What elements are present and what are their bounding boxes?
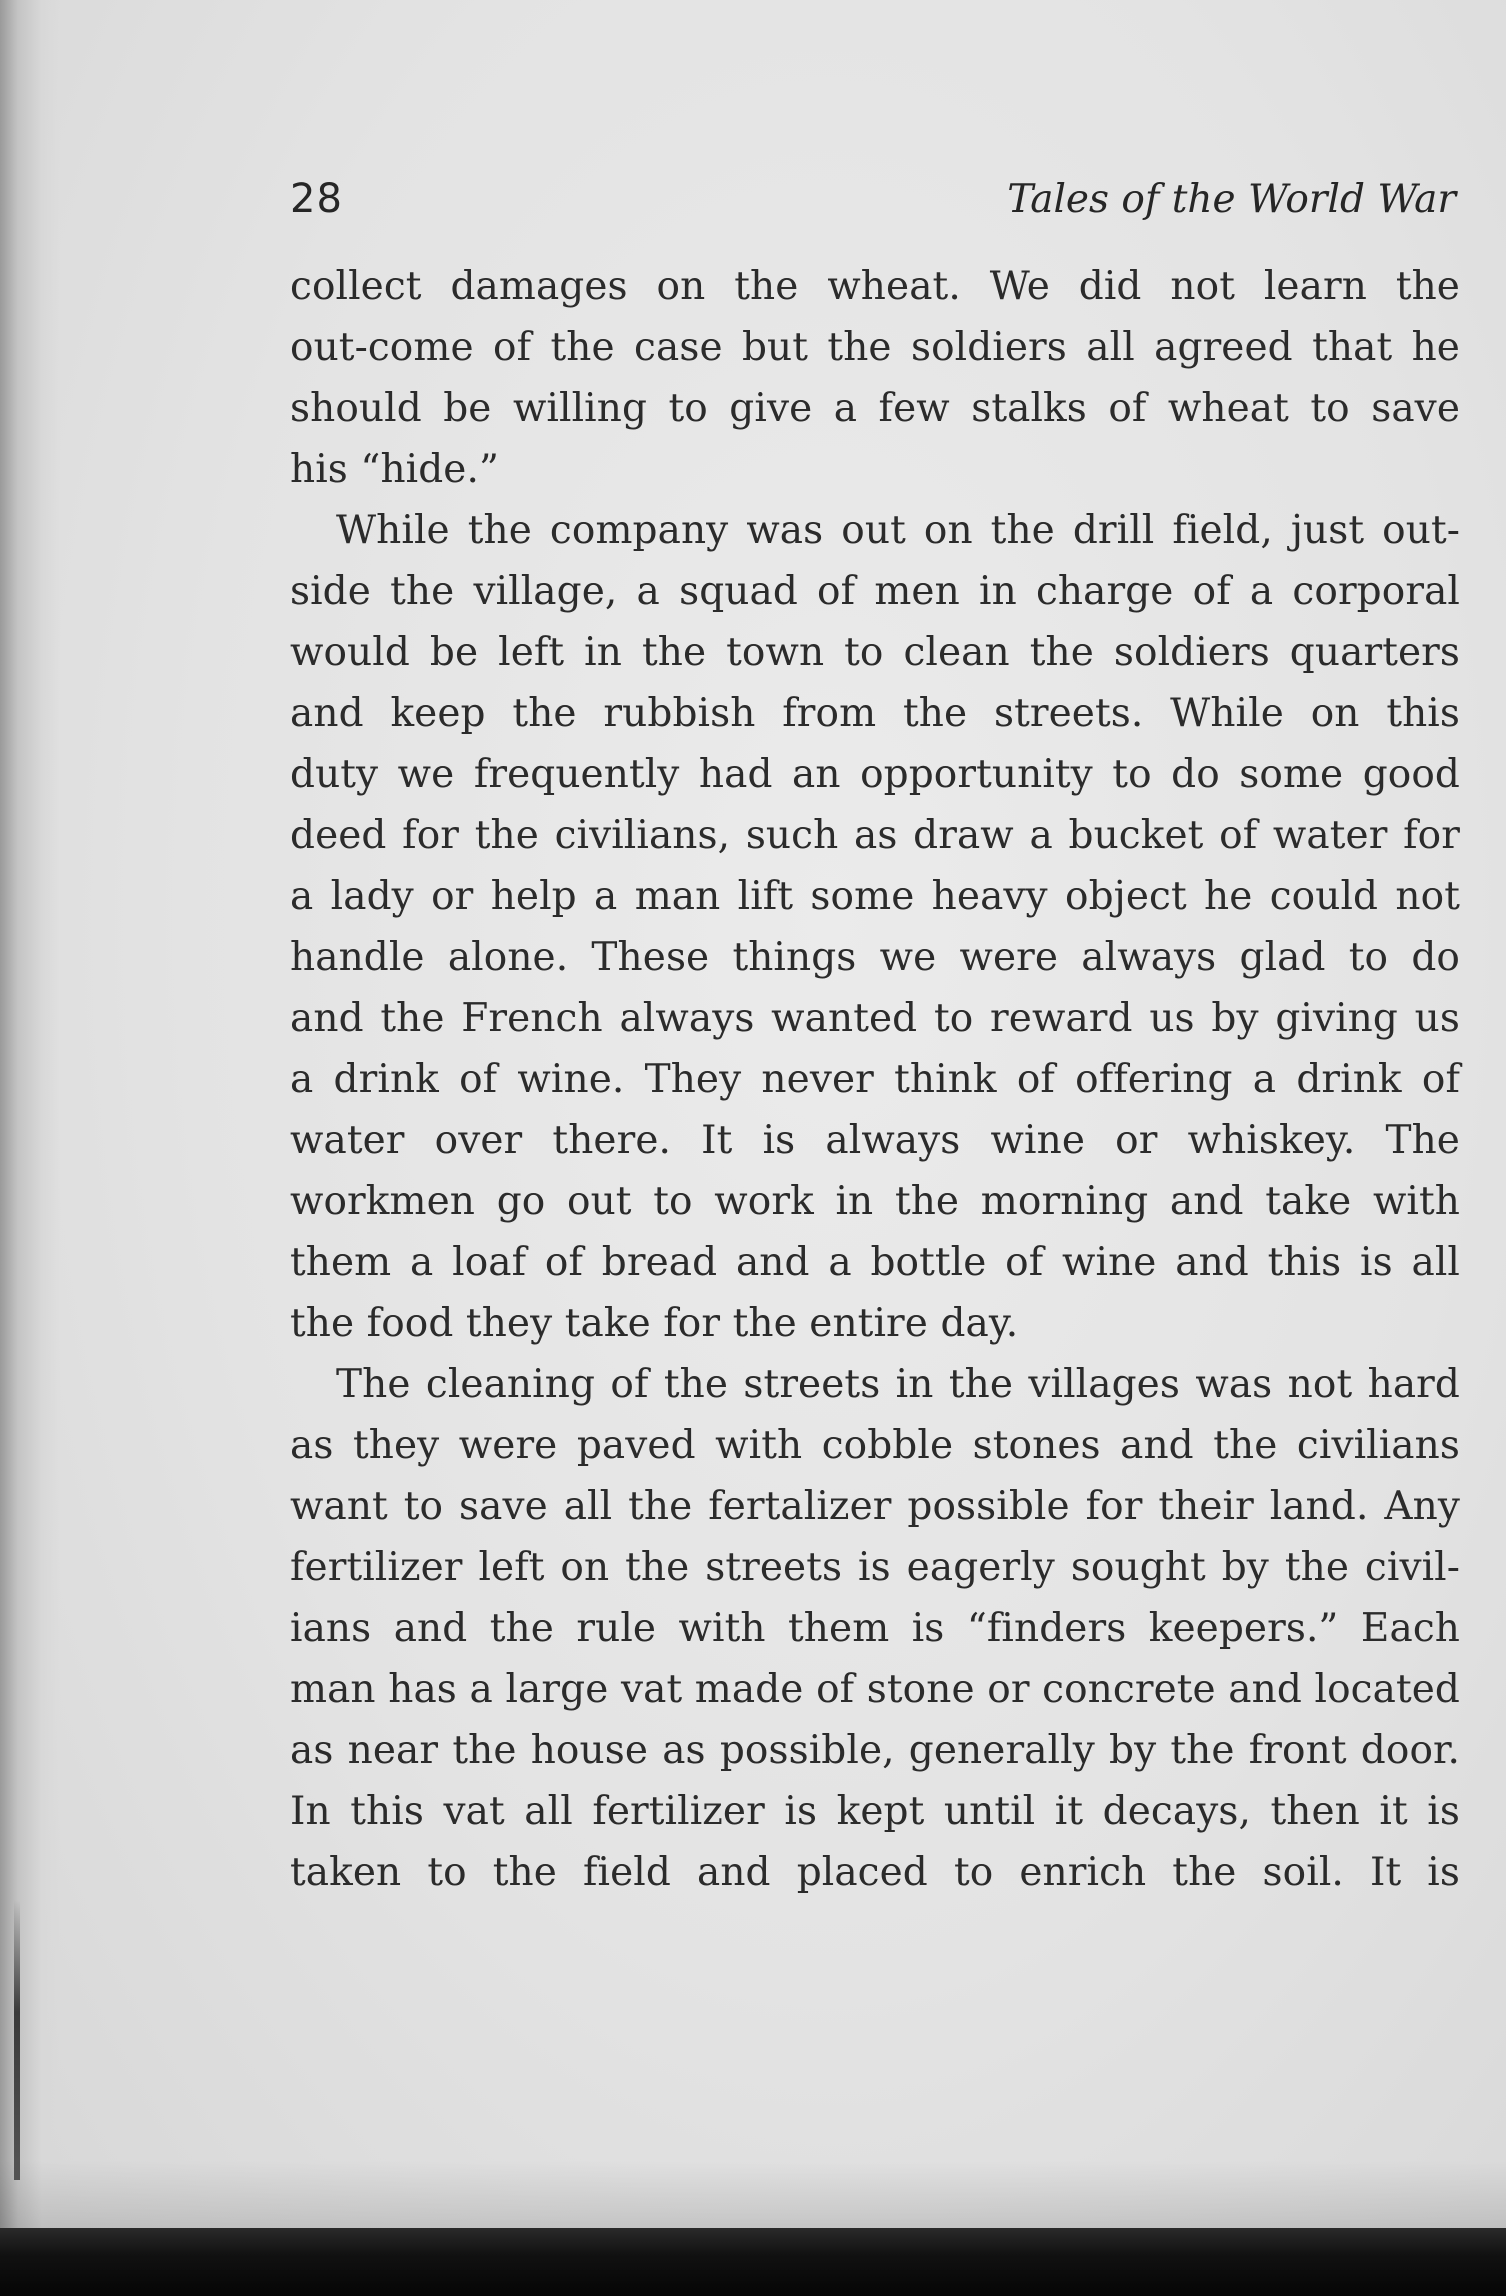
bottom-page-shadow bbox=[0, 2160, 1506, 2230]
text-line: fertilizer left on the streets is eagerly sought by the civil- bbox=[290, 1545, 1460, 1590]
text-line: a lady or help a man lift some heavy object he could not bbox=[290, 874, 1460, 919]
text-line: should be willing to give a few stalks of wheat to save bbox=[290, 386, 1460, 431]
text-line: and the French always wanted to reward us by giving us bbox=[290, 996, 1460, 1041]
text-line: them a loaf of bread and a bottle of wine and this is all bbox=[290, 1240, 1460, 1285]
text-line: taken to the field and placed to enrich the soil. It is bbox=[290, 1850, 1460, 1895]
text-line: duty we frequently had an opportunity to do some good bbox=[290, 752, 1460, 797]
text-line: ians and the rule with them is “finders keepers.” Each bbox=[290, 1606, 1460, 1651]
text-line: While the company was out on the drill field, just out- bbox=[336, 508, 1460, 553]
text-line: as they were paved with cobble stones and the civilians bbox=[290, 1423, 1460, 1468]
text-line: In this vat all fertilizer is kept until it decays, then it is bbox=[290, 1789, 1460, 1834]
text-line: man has a large vat made of stone or concrete and located bbox=[290, 1667, 1460, 1712]
text-line: as near the house as possible, generally by the front door. bbox=[290, 1728, 1460, 1773]
text-line: would be left in the town to clean the soldiers quarters bbox=[290, 630, 1460, 675]
text-line: side the village, a squad of men in charge of a corporal bbox=[290, 569, 1460, 614]
running-head bbox=[290, 176, 1460, 238]
text-line: a drink of wine. They never think of offering a drink of bbox=[290, 1057, 1460, 1102]
text-line: workmen go out to work in the morning and take with bbox=[290, 1179, 1460, 1224]
book-title: Tales of the World War bbox=[1007, 177, 1456, 222]
text-line: want to save all the fertalizer possible for their land. Any bbox=[290, 1484, 1460, 1529]
body-text bbox=[290, 256, 1460, 1903]
text-line: collect damages on the wheat. We did not learn the bbox=[290, 264, 1460, 309]
text-line: water over there. It is always wine or whiskey. The bbox=[290, 1118, 1460, 1163]
text-line: The cleaning of the streets in the villages was not hard bbox=[336, 1362, 1460, 1407]
scanner-bottom-edge bbox=[0, 2228, 1506, 2296]
book-spine-shadow bbox=[0, 0, 60, 2296]
text-line: and keep the rubbish from the streets. While on this bbox=[290, 691, 1460, 736]
text-line: the food they take for the entire day. bbox=[290, 1301, 1019, 1346]
text-line: deed for the civilians, such as draw a bucket of water for bbox=[290, 813, 1460, 858]
text-line: out-come of the case but the soldiers all agreed that he bbox=[290, 325, 1460, 370]
binding-edge-mark bbox=[14, 1900, 20, 2180]
text-line: his “hide.” bbox=[290, 447, 500, 492]
text-line: handle alone. These things we were always glad to do bbox=[290, 935, 1460, 980]
page-number: 28 bbox=[290, 176, 343, 222]
book-page bbox=[290, 176, 1460, 1903]
